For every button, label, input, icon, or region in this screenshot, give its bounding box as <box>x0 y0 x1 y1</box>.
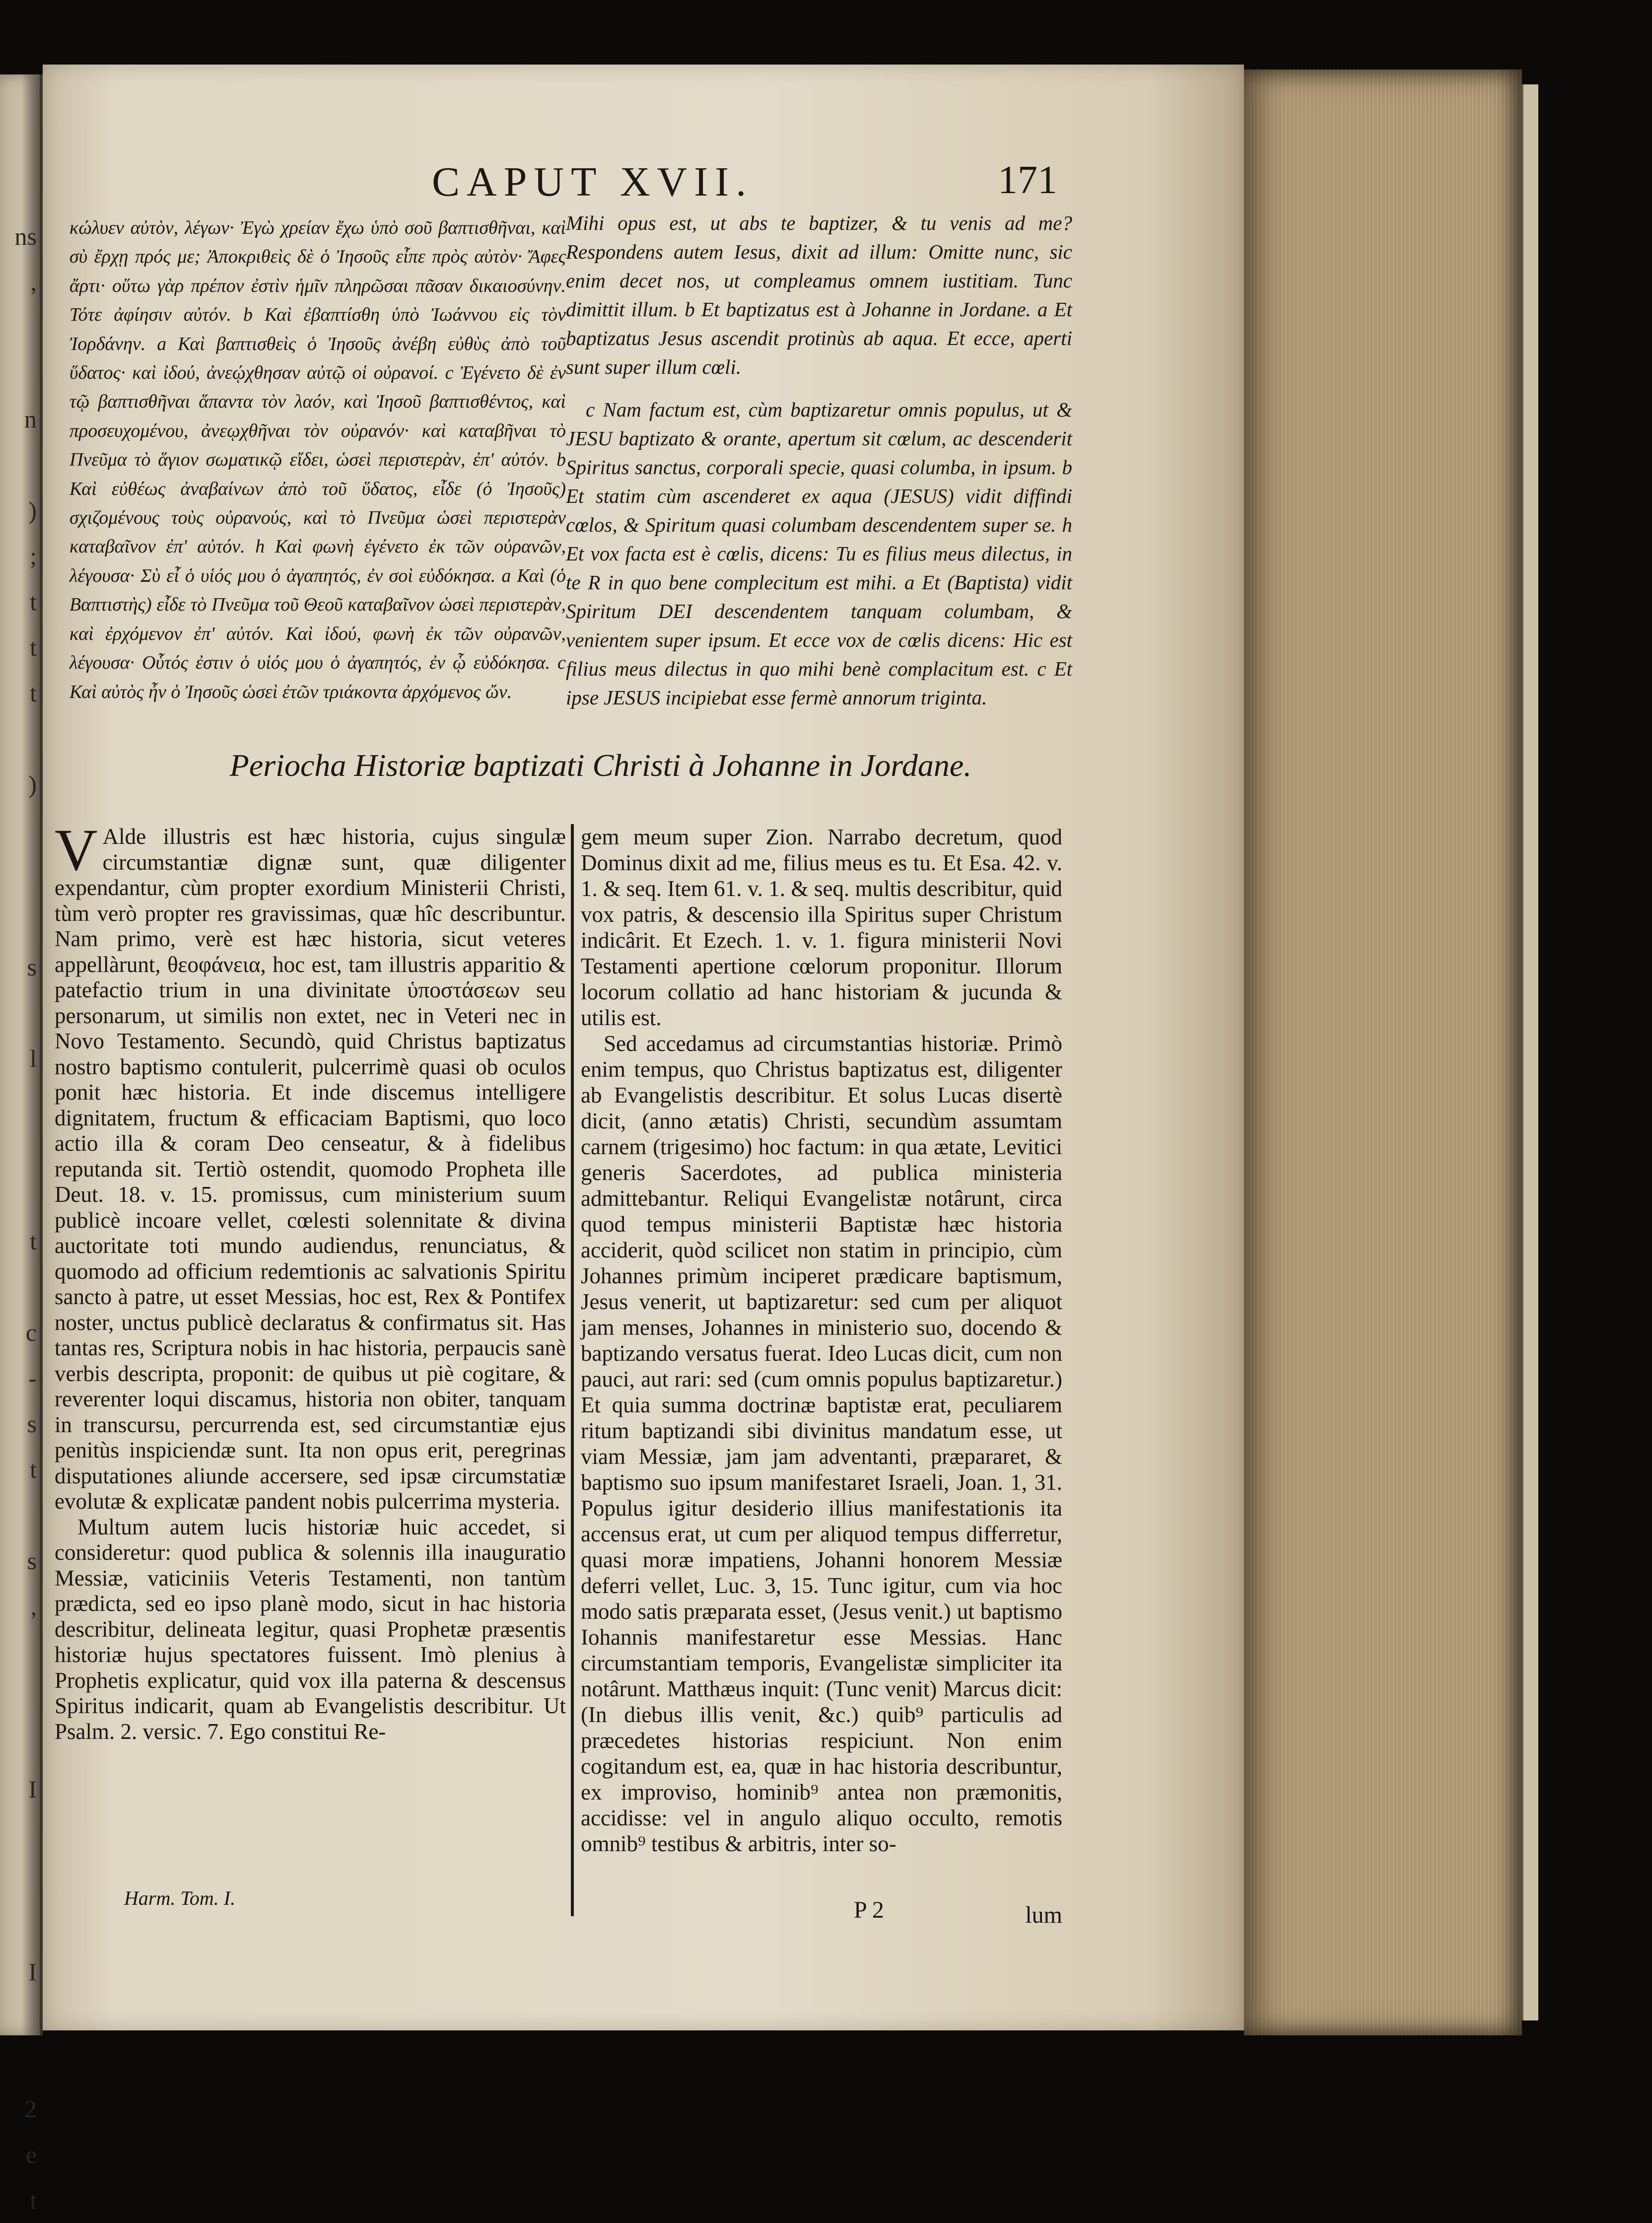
greek-text-column <box>69 213 566 706</box>
sheet-signature: P 2 <box>854 1897 884 1923</box>
book-cover-edge <box>1522 84 1538 2020</box>
drop-cap: V <box>55 817 98 883</box>
commentary-right-column <box>581 824 1062 1857</box>
page-number: 171 <box>998 158 1057 202</box>
commentary-text: Alde illustris est hæc historia, cujus singulæ circumstantiæ dignæ sunt, quæ diligenter expendantur, cùm propter exordium Ministerii Christi, tùm verò propter res gravissimas, quæ hîc describuntur. Nam primo, verè est hæc historia, sicut veteres appellàrunt, θεοφάνεια, hoc est, tam illustris apparitio & patefactio trium in una divinitate ὑποστάσεων seu personarum, ut similis non extet, nec in Veteri nec in Novo Testamento. Secundò, quid Christus baptizatus nostro baptismo contulerit, pulcerrimè quasi ob oculos ponit hæc historia. Et inde discemus intelligere dignitatem, fructum & efficaciam Baptismi, quo loco actio illa & coram Deo censeatur, & à fidelibus reputanda sit. Tertiò ostendit, quomodo Propheta ille Deut. 18. v. 15. promissus, cum ministerium suum publicè incoare vellet, cœlesti solennitate & divina auctoritate toti mundo audiendus, renunciatus, & quomodo ad officium redemtionis ac salvationis Spiritu sancto à patre, ut esset Messias, hoc est, Rex & Pontifex noster, unctus publicè declaratus & confirmatus sit. Has tantas res, Scriptura nobis in hac historia, perpaucis sanè verbis descripta, proponit: de quibus ut piè cogitare, & reverenter loqui discamus, historia non obiter, tanquam in transcursu, percurrenda est, sed circumstantiæ ejus penitùs inspiciendæ sunt. Ita non opus erit, peregrinas disputationes aliunde accersere, sed ipsæ circumstatiæ evolutæ & explicatæ pandent nobis pulcerrima mysteria. <box>55 824 566 1514</box>
commentary-paragraph <box>55 817 566 1515</box>
latin-passage-2: c Nam factum est, cùm baptizaretur omnis populus, ut & JESU baptizato & orante, apertum sit cœlum, ac descenderit Spiritus sanctus, corporali specie, quasi columba, in ipsum. b Et statim cùm ascenderet ex aqua (JESUS) vidit diffindi cœlos, & Spiritum quasi columbam descendentem super se. h Et vox facta est è cœlis, dicens: Tu es filius meus dilectus, in te R in quo bene complecitum est mihi. a Et (Baptista) vidit Spiritum DEI descendentem tanquam columbam, & venientem super ipsum. Et ecce vox de cœlis dicens: Hic est filius meus dilectus in quo mihi benè complacitum est. c Et ipse JESUS incipiebat esse fermè annorum triginta. <box>566 398 1072 709</box>
commentary-paragraph: gem meum super Zion. Narrabo decretum, quod Dominus dixit ad me, filius meus es tu. Et Esa. 42. v. 1. & seq. Item 61. v. 1. & seq. multis describitur, quid vox patris, & descensio illa Spiritus super Christum indicârit. Et Ezech. 1. v. 1. figura ministerii Novi Testamenti apertione cœlorum proponitur. Illorum locorum collatio ad hanc historiam & jucunda & utilis est. <box>581 825 1062 1030</box>
commentary-left-column <box>55 817 566 1744</box>
commentary-paragraph: Sed accedamus ad circumstantias historiæ. Primò enim tempus, quo Christus baptizatus est, diligenter ab Evangelistis describitur. Et solus Lucas disertè dicit, (anno ætatis) Christi, secundùm assumtam carnem (trigesimo) hoc factum: in qua ætate, Levitici generis Sacerdotes, ad publica ministeria admittebantur. Reliqui Evangelistæ notârunt, circa quod tempus ministerii Baptistæ hæc historia acciderit, quòd scilicet non statim in principio, cùm Johannes primùm inciperet prædicare baptismum, Jesus venerit, ut baptizaretur: sed cum per aliquot jam menses, Johannes in ministerio suo, docendo & baptizando versatus fuerat. Ideo Lucas dicit, cum non pauci, aut rari: sed (cum omnis populus baptizaretur.) Et quia summa doctrinæ baptistæ erat, peculiarem ritum baptizandi sibi divinitus mandatum esse, ut viam Messiæ, jam jam adventanti, præpararet, & baptismo suo ipsum manifestaret Israeli, Joan. 1, 31. Populus igitur desiderio illius manifestationis ita accensus erat, ut cum per aliquod tempus differretur, quasi moræ impatiens, Johanni honorem Messiæ deferri vellet, Luc. 3, 15. Tunc igitur, cum via hoc modo satis præparata esset, (Jesus venit.) ut baptismo Iohannis manifestaretur esse Messias. Hanc circumstantiam temporis, Evangelistæ simpliciter ita notârunt. Matthæus inquit: (Tunc venit) Marcus dicit: (In diebus illis venit, &c.) quib⁹ particulis ad præcedetes historias respiciunt. Non enim cogitandum est, ea, quæ in hac historia describuntur, ex improviso, hominib⁹ antea non præmonitis, accidisse: vel in angulo aliquo occulto, remotis omnib⁹ testibus & arbitris, inter so- <box>581 1031 1062 1856</box>
section-heading: Periocha Historiæ baptizati Christi à Johanne in Jordane. <box>229 748 972 783</box>
catchword: lum <box>1025 1902 1062 1928</box>
signature-mark: Harm. Tom. I. <box>124 1887 236 1909</box>
chapter-title: CAPUT XVII. <box>432 159 754 205</box>
running-header <box>313 158 1057 212</box>
column-divider <box>571 824 574 1916</box>
facing-page-margin-letters: ns , n ) ; t t t ) s l t c - s t s , I I 2 e t <box>14 222 37 2214</box>
book-fore-edge <box>1244 69 1522 2035</box>
greek-passage: κώλυεν αὐτὸν, λέγων· Ἐγὼ χρείαν ἔχω ὑπὸ σοῦ βαπτισθῆναι, καὶ σὺ ἔρχῃ πρός με; Ἀποκριθεὶς δὲ ὁ Ἰησοῦς εἶπε πρὸς αὐτὸν· Ἄφες ἄρτι· οὕτω γὰρ πρέπον ἐστὶν ἡμῖν πληρῶσαι πᾶσαν δικαιοσύνην. Τότε ἀφίησιν αὐτόν. b Καὶ ἐβαπτίσθη ὑπὸ Ἰωάννου εἰς τὸν Ἰορδάνην. a Καὶ βαπτισθεὶς ὁ Ἰησοῦς ἀνέβη εὐθὺς ἀπὸ τοῦ ὕδατος· καὶ ἰδού, ἀνεῴχθησαν αὐτῷ οἱ οὐρανοί. c Ἐγένετο δὲ ἐν τῷ βαπτισθῆναι ἅπαντα τὸν λαόν, καὶ Ἰησοῦ βαπτισθέντος, καὶ προσευχομένου, ἀνεῳχθῆναι τὸν οὐρανόν· καὶ καταβῆναι τὸ Πνεῦμα τὸ ἅγιον σωματικῷ εἴδει, ὡσεὶ περιστερὰν, ἐπ' αὐτόν. b Καὶ εὐθέως ἀναβαίνων ἀπὸ τοῦ ὕδατος, εἶδε (ὁ Ἰησοῦς) σχιζομένους τοὺς οὐρανούς, καὶ τὸ Πνεῦμα ὡσεὶ περιστερὰν καταβαῖνον ἐπ' αὐτόν. h Καὶ φωνὴ ἐγένετο ἐκ τῶν οὐρανῶν, λέγουσα· Σὺ εἶ ὁ υἱός μου ὁ ἀγαπητός, ἐν σοὶ εὐδόκησα. a Καὶ (ὁ Βαπτιστὴς) εἶδε τὸ Πνεῦμα τοῦ Θεοῦ καταβαῖνον ὡσεὶ περιστερὰν, καὶ ἐρχόμενον ἐπ' αὐτόν. Καὶ ἰδού, φωνὴ ἐκ τῶν οὐρανῶν, λέγουσα· Οὗτός ἐστιν ὁ υἱός μου ὁ ἀγαπητός, ἐν ᾧ εὐδόκησα. c Καὶ αὐτὸς ἦν ὁ Ἰησοῦς ὡσεὶ ἐτῶν τριάκοντα ἀρχόμενος ὤν. <box>69 217 566 702</box>
latin-translation-column <box>566 208 1072 712</box>
latin-passage-1: Mihi opus est, ut abs te baptizer, & tu venis ad me? Respondens autem Iesus, dixit ad illum: Omitte nunc, sic enim decet nos, ut compleamus omnem iustitiam. Tunc dimittit illum. b Et baptizatus est à Johanne in Jordane. a Et baptizatus Jesus ascendit protinùs ab aqua. Et ecce, aperti sunt super illum cœli. <box>566 211 1072 378</box>
facing-page-edge <box>0 74 43 2214</box>
commentary-paragraph: Multum autem lucis historiæ huic accedet, si consideretur: quod publica & solennis illa inauguratio Messiæ, vaticiniis Veteris Testamenti, non tantùm prædicta, sed eo ipso planè modo, sicut in hac historia describitur, delineata legitur, quasi Prophetæ præsentis historiæ hujus spectatores fuissent. Imò plenius à Prophetis explicatur, quid vox illa paterna & descensus Spiritus indicarit, quam ab Evangelistis describitur. Ut Psalm. 2. versic. 7. Ego constitui Re- <box>55 1514 566 1744</box>
